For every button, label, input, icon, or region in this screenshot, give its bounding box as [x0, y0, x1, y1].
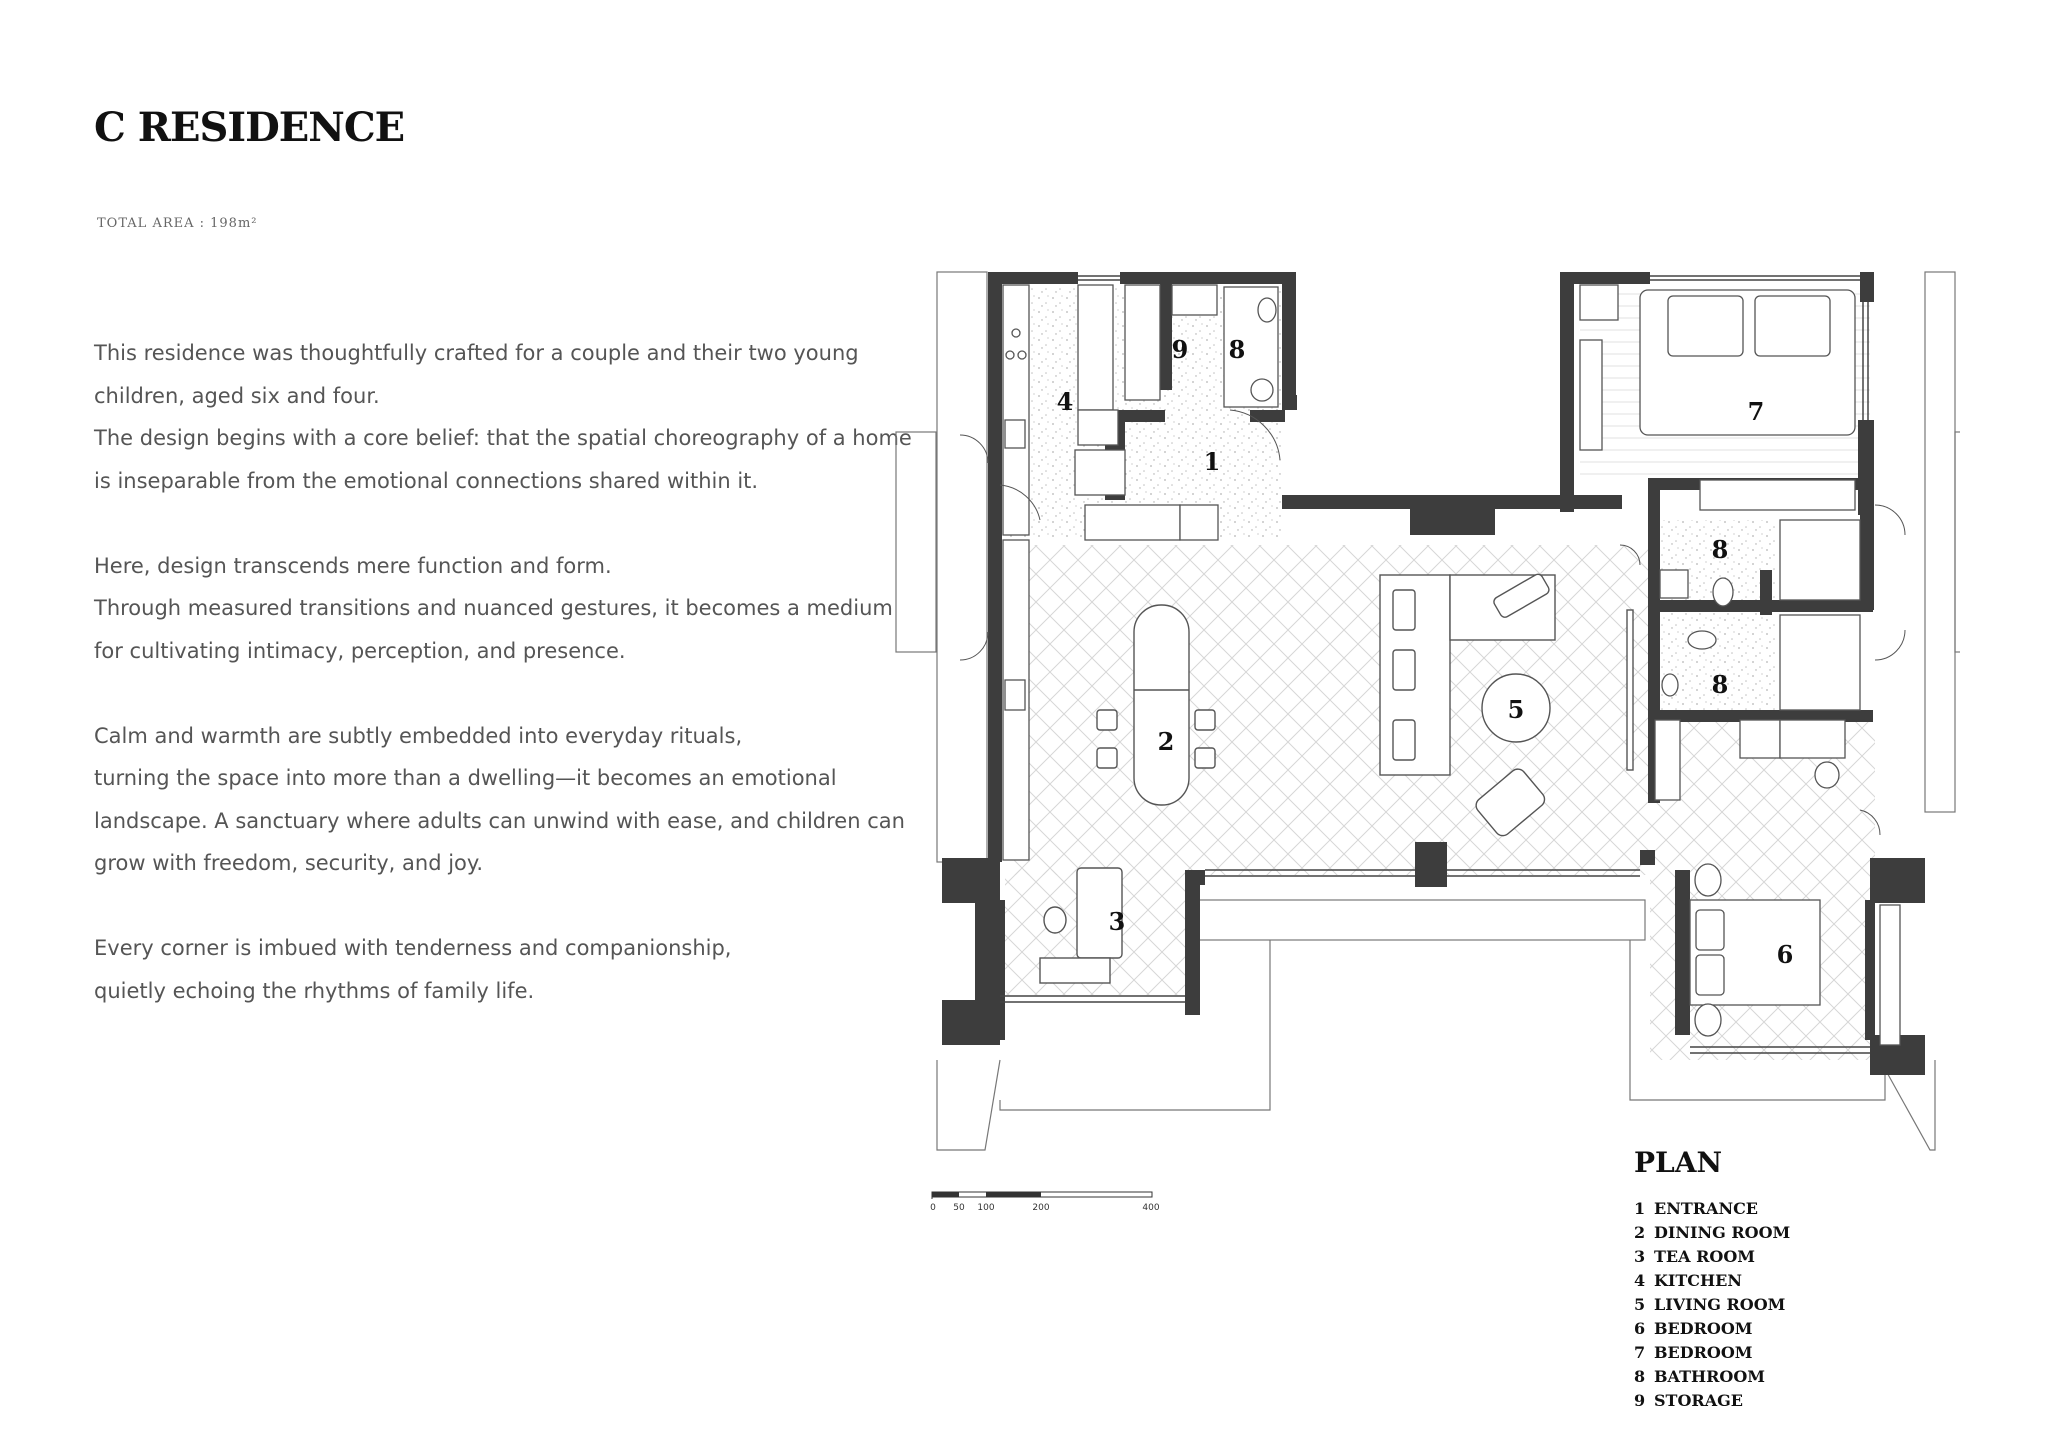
description-line: Here, design transcends mere function and form. [94, 553, 612, 578]
floor-plan [880, 260, 1960, 1180]
legend-item [1634, 1245, 1790, 1269]
description-line: quietly echoing the rhythms of family life. [94, 978, 535, 1003]
legend-item [1634, 1221, 1790, 1245]
room-label: 2 [1157, 727, 1175, 756]
legend-item [1634, 1389, 1790, 1413]
legend-label: LIVING ROOM [1654, 1295, 1786, 1314]
description-line: The design begins with a core belief: that the spatial choreography of a home [94, 426, 912, 450]
room-label: 1 [1203, 447, 1221, 476]
description-line: is inseparable from the emotional connections shared within it. [94, 468, 759, 493]
legend-label: BEDROOM [1654, 1319, 1753, 1338]
room-label: 4 [1056, 387, 1074, 416]
description-paragraph [94, 927, 874, 1012]
legend-item [1634, 1317, 1790, 1341]
legend-item [1634, 1341, 1790, 1365]
legend-number: 5 [1634, 1295, 1646, 1314]
description-line: Through measured transitions and nuanced gestures, it becomes a medium [94, 596, 893, 620]
description-line: landscape. A sanctuary where adults can unwind with ease, and children can [94, 808, 905, 833]
description-paragraph [94, 332, 912, 502]
description-line: grow with freedom, security, and joy. [94, 851, 483, 875]
room-label: 8 [1711, 670, 1729, 699]
scale-label: 0 [930, 1203, 936, 1213]
room-label: 7 [1747, 397, 1765, 426]
legend-number: 1 [1634, 1199, 1646, 1218]
legend-label: DINING ROOM [1654, 1223, 1791, 1242]
legend-label: BEDROOM [1654, 1343, 1753, 1362]
scale-label: 400 [1142, 1203, 1160, 1213]
legend-item [1634, 1293, 1790, 1317]
legend-number: 8 [1634, 1367, 1646, 1386]
scale-label: 200 [1032, 1203, 1050, 1213]
scale-bar [930, 1186, 1170, 1216]
legend-item [1634, 1269, 1790, 1293]
legend-item [1634, 1365, 1790, 1389]
legend-number: 3 [1634, 1247, 1646, 1266]
description-line: children, aged six and four. [94, 383, 380, 408]
description-paragraph [94, 545, 893, 673]
scale-label: 100 [977, 1203, 995, 1213]
room-label: 9 [1171, 335, 1189, 364]
room-label: 8 [1711, 535, 1729, 564]
description-line: This residence was thoughtfully crafted for a couple and their two young [94, 341, 859, 365]
room-label: 6 [1776, 940, 1794, 969]
description-line: Every corner is imbued with tenderness and companionship, [94, 936, 732, 960]
legend-number: 4 [1634, 1271, 1646, 1290]
description-paragraph [94, 715, 905, 885]
legend-item [1634, 1197, 1790, 1221]
total-area: TOTAL AREA : 198m² [97, 216, 258, 231]
legend-label: BATHROOM [1654, 1367, 1765, 1386]
room-label: 3 [1108, 907, 1126, 936]
scale-label: 50 [953, 1203, 965, 1213]
description-line: turning the space into more than a dwelling—it becomes an emotional [94, 766, 837, 790]
page-title: C RESIDENCE [94, 104, 405, 151]
description-text [94, 332, 912, 1055]
description-line: Calm and warmth are subtly embedded into everyday rituals, [94, 723, 743, 748]
legend-list [1634, 1197, 1790, 1413]
legend-number: 7 [1634, 1343, 1646, 1362]
legend-label: ENTRANCE [1654, 1199, 1758, 1218]
legend-label: STORAGE [1654, 1391, 1743, 1410]
legend-number: 2 [1634, 1223, 1646, 1242]
legend-label: KITCHEN [1654, 1271, 1742, 1290]
room-label: 5 [1507, 695, 1525, 724]
description-line: for cultivating intimacy, perception, and presence. [94, 638, 626, 663]
legend-title: PLAN [1634, 1146, 1723, 1179]
legend-number: 6 [1634, 1319, 1646, 1338]
room-label: 8 [1228, 335, 1246, 364]
legend-label: TEA ROOM [1654, 1247, 1755, 1266]
legend-number: 9 [1634, 1391, 1646, 1410]
